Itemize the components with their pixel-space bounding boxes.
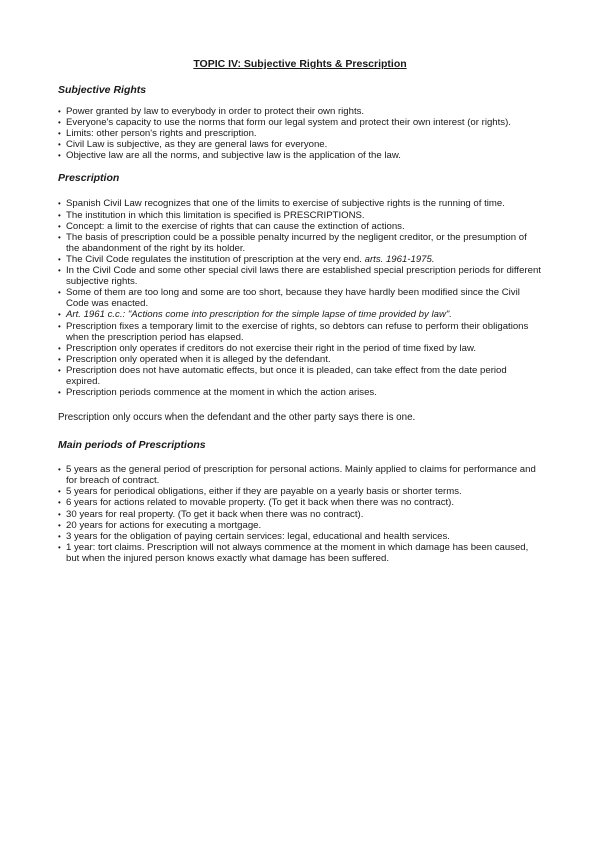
list-item: • Spanish Civil Law recognizes that one of the limits to exercise of subjective rights is the running of time. (58, 198, 542, 209)
list-item: • The basis of prescription could be a possible penalty incurred by the negligent creditor, or the presumption of the abandonment of the right by its holder. (58, 232, 542, 254)
list-item: • Prescription periods commence at the moment in which the action arises. (58, 387, 542, 398)
list-item: • Prescription only operates if creditors do not exercise their right in the period of time fixed by law. (58, 343, 542, 354)
list-item: • Civil Law is subjective, as they are general laws for everyone. (58, 139, 542, 150)
subjective-rights-list (58, 106, 542, 161)
list-item: • 1 year: tort claims. Prescription will not always commence at the moment in which damage has been caused, but when the injured person knows exactly what damage has been suffered. (58, 542, 542, 564)
main-periods-list (58, 464, 542, 564)
list-item: • Everyone's capacity to use the norms that form our legal system and protect their own interest (or rights). (58, 117, 542, 128)
list-item-text: The Civil Code regulates the institution of prescription at the very end. (66, 253, 362, 265)
list-item: • 6 years for actions related to movable property. (To get it back when there was no contract). (58, 497, 542, 508)
list-item: • Prescription only operated when it is alleged by the defendant. (58, 354, 542, 365)
list-item: • In the Civil Code and some other special civil laws there are established special prescription periods for different subjective rights. (58, 265, 542, 287)
article-quote: Art. 1961 c.c.: "Actions come into prescription for the simple lapse of time provided by law". (66, 309, 452, 321)
list-item: • 20 years for actions for executing a mortgage. (58, 520, 542, 531)
list-item: • 5 years for periodical obligations, either if they are payable on a yearly basis or shorter terms. (58, 486, 542, 497)
section-heading-main-periods: Main periods of Prescriptions (58, 439, 206, 452)
list-item: • 30 years for real property. (To get it back when there was no contract). (58, 509, 542, 520)
list-item (58, 309, 542, 320)
section-heading-prescription: Prescription (58, 172, 120, 185)
list-item: • Prescription fixes a temporary limit to the exercise of rights, so debtors can refuse to perform their obligations when the prescription period has elapsed. (58, 321, 542, 343)
list-item: • Limits: other person's rights and prescription. (58, 128, 542, 139)
section-heading-subjective-rights: Subjective Rights (58, 84, 147, 96)
list-item (58, 254, 542, 265)
document-title: TOPIC IV: Subjective Rights & Prescription (193, 58, 407, 70)
list-item: • Power granted by law to everybody in order to protect their own rights. (58, 106, 542, 117)
list-item: • 3 years for the obligation of paying certain services: legal, educational and health services. (58, 531, 542, 542)
prescription-list (58, 198, 542, 398)
list-item: • 5 years as the general period of prescription for personal actions. Mainly applied to claims for performance and for breach of contract. (58, 464, 542, 486)
document-page (58, 58, 542, 564)
list-item: • The institution in which this limitation is specified is PRESCRIPTIONS. (58, 210, 542, 221)
prescription-note: Prescription only occurs when the defendant and the other party says there is one. (58, 412, 416, 424)
articles-reference: arts. 1961-1975. (364, 253, 435, 265)
list-item: • Prescription does not have automatic effects, but once it is pleaded, can take effect from the date period expired. (58, 365, 542, 387)
list-item: • Some of them are too long and some are too short, because they have hardly been modified since the Civil Code was enacted. (58, 287, 542, 309)
list-item: • Objective law are all the norms, and subjective law is the application of the law. (58, 150, 542, 161)
list-item: • Concept: a limit to the exercise of rights that can cause the extinction of actions. (58, 221, 542, 232)
